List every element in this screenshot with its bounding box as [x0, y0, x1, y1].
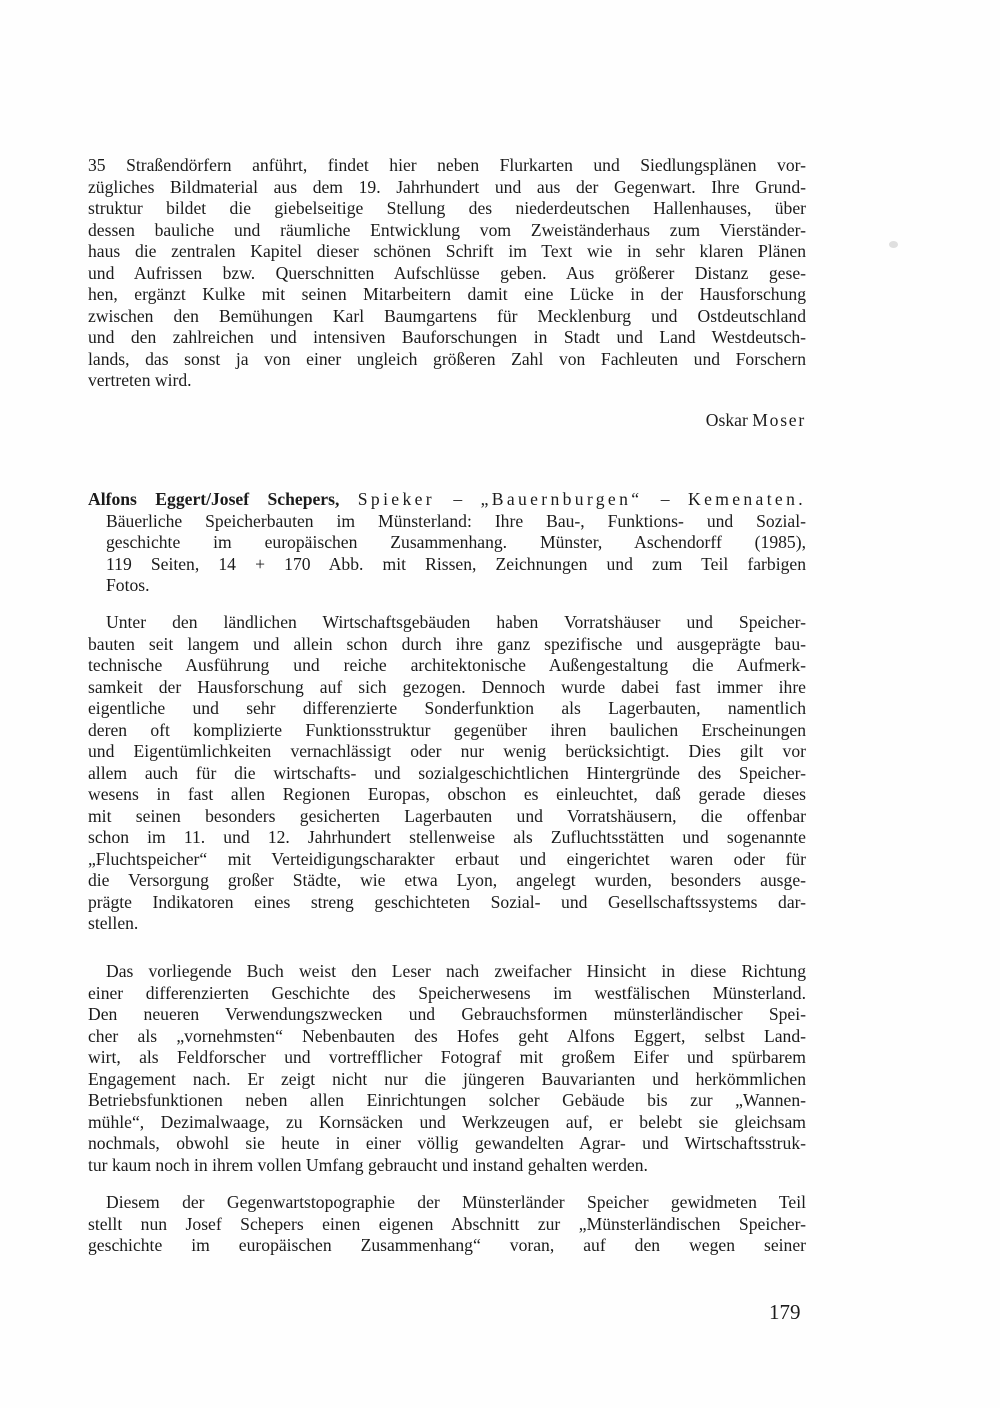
text-line: Diesem der Gegenwartstopographie der Münsterländer Speicher gewidmeten Teil — [106, 1192, 806, 1212]
text-line: nochmals, obwohl sie heute in einer völlig gewandelten Agrar- und Wirtschaftsstruk- — [88, 1133, 806, 1153]
review-title-word: Spieker — [357, 489, 435, 509]
text-line: und Eigentümlichkeiten vernachlässigt oder nur wenig berücksichtigt. Dies gilt vor — [88, 741, 806, 761]
text-line: hen, ergänzt Kulke mit seinen Mitarbeitern damit eine Lücke in der Hausforschung — [88, 284, 806, 304]
text-line: deren oft komplizierte Funktionsstruktur gegenüber ihren baulichen Erscheinungen — [88, 719, 806, 740]
reviewer-last-name: Moser — [752, 410, 806, 430]
text-line: wesens in fast allen Regionen Europas, obschon es einleuchtet, daß gerade dieses — [88, 784, 806, 804]
text-line: geschichte im europäischen Zusammenhang. Münster, Aschendorff (1985), — [106, 532, 806, 552]
text-line: eigentliche und sehr differenzierte Sonderfunktion als Lagerbauten, namentlich — [88, 698, 806, 718]
text-line: technische Ausführung und reiche architektonische Außengestaltung die Aufmerk- — [88, 655, 806, 675]
text-line: mühle“, Dezimalwaage, zu Kornsäcken und Werkzeugen auf, er belebt sie gleichsam — [88, 1111, 806, 1132]
text-line: schon im 11. und 12. Jahrhundert stellenweise als Zufluchtsstätten und sogenannte — [88, 827, 806, 847]
text-line: wirt, als Feldforscher und vortrefflicher Fotograf mit großem Eifer und spürbarem — [88, 1047, 806, 1067]
text-line: und den zahlreichen und intensiven Bauforschungen in Stadt und Land Westdeutsch- — [88, 327, 806, 347]
text-line: Den neueren Verwendungszwecken und Gebrauchsformen münsterländischer Spei- — [88, 1004, 806, 1024]
review-heading-detail-lines — [106, 511, 806, 576]
paragraph-last-line: stellen. — [88, 913, 139, 933]
review-paragraph-1 — [88, 612, 806, 935]
text-line: und Aufrissen bzw. Querschnitten Aufschlüsse geben. Aus größerer Distanz gese- — [88, 262, 806, 283]
review-title-word: „Bauernburgen“ — [480, 489, 643, 509]
review-paragraph-3 — [88, 1192, 806, 1257]
review-heading-last-line: Fotos. — [106, 575, 150, 595]
text-line: struktur bildet die giebelseitige Stellung des niederdeutschen Hallenhauses, über — [88, 198, 806, 218]
book-review-heading — [88, 489, 806, 597]
text-line: samkeit der Hausforschung auf sich gezogen. Dennoch wurde dabei fast immer ihre — [88, 676, 806, 697]
review-heading-first-line — [88, 489, 806, 511]
text-line: bauten seit langem und allein schon durch ihre ganz spezifische und ausgeprägte bau- — [88, 633, 806, 654]
page-number: 179 — [769, 1300, 801, 1324]
paragraph-lines — [88, 961, 806, 1155]
text-line: „Fluchtspeicher“ mit Verteidigungscharakter erbaut und eingerichtet waren oder für — [88, 848, 806, 869]
title-dash: – — [660, 489, 670, 509]
text-line: geschichte im europäischen Zusammenhang“ voran, auf den wegen seiner — [88, 1235, 806, 1255]
paragraph-last-line: tur kaum noch in ihrem vollen Umfang gebraucht und instand gehalten werden. — [88, 1154, 648, 1175]
previous-review-text — [88, 155, 806, 392]
text-line: einer differenzierten Geschichte des Speicherwesens im westfälischen Münsterland. — [88, 982, 806, 1003]
review-paragraph-2 — [88, 961, 806, 1176]
text-line: 119 Seiten, 14 + 170 Abb. mit Rissen, Zeichnungen und zum Teil farbigen — [106, 553, 806, 574]
text-line: Betriebsfunktionen neben allen Einrichtungen solcher Gebäude bis zur „Wannen- — [88, 1090, 806, 1110]
text-line: 35 Straßendörfern anführt, findet hier neben Flurkarten und Siedlungsplänen vor- — [88, 155, 806, 175]
text-line: prägte Indikatoren eines streng geschichteten Sozial- und Gesellschaftssystems dar- — [88, 891, 806, 912]
text-line: die Versorgung großer Städte, wie etwa Lyon, angelegt wurden, besonders ausge- — [88, 870, 806, 890]
text-line: Bäuerliche Speicherbauten im Münsterland: Ihre Bau-, Funktions- und Sozial- — [106, 510, 806, 531]
paragraph-lines — [88, 612, 806, 913]
review-signature — [88, 410, 806, 432]
paragraph-lines — [88, 1192, 806, 1257]
text-line: Unter den ländlichen Wirtschaftsgebäuden haben Vorratshäuser und Speicher- — [106, 612, 806, 632]
text-line: mit seinen besonders gesicherten Lagerbauten und Vorratshäusern, die offenbar — [88, 805, 806, 826]
text-line: cher als „vornehmsten“ Nebenbauten des Hofes geht Alfons Eggert, selbst Land- — [88, 1025, 806, 1046]
text-line: Das vorliegende Buch weist den Leser nach zweifacher Hinsicht in diese Richtung — [106, 961, 806, 981]
reviewer-first-name: Oskar — [705, 410, 748, 430]
text-line: haus die zentralen Kapitel dieser schönen Schrift im Text wie in sehr klaren Plänen — [88, 241, 806, 261]
review-title-word: Kemenaten. — [688, 489, 806, 509]
title-dash: – — [453, 489, 463, 509]
text-line: lands, das sonst ja von einer ungleich größeren Zahl von Fachleuten und Forschern — [88, 348, 806, 369]
text-line: Engagement nach. Er zeigt nicht nur die jüngeren Bauvarianten und herkömmlichen — [88, 1068, 806, 1089]
review-heading-detail — [106, 511, 806, 597]
scan-speck — [889, 241, 898, 248]
text-line: dessen bauliche und räumliche Entwicklung vom Zweiständerhaus zum Vierständer- — [88, 219, 806, 240]
text-line: zwischen den Bemühungen Karl Baumgartens für Mecklenburg und Ostdeutschland — [88, 305, 806, 326]
previous-review-lines — [88, 155, 806, 370]
text-line: stellt nun Josef Schepers einen eigenen Abschnitt zur „Münsterländischen Speicher- — [88, 1213, 806, 1234]
previous-review-last-line: vertreten wird. — [88, 370, 192, 390]
text-line: allem auch für die wirtschafts- und sozialgeschichtlichen Hintergründe des Speicher- — [88, 762, 806, 783]
review-authors: Alfons Eggert/Josef Schepers, — [88, 489, 340, 509]
text-line: zügliches Bildmaterial aus dem 19. Jahrhundert und aus der Gegenwart. Ihre Grund- — [88, 176, 806, 197]
